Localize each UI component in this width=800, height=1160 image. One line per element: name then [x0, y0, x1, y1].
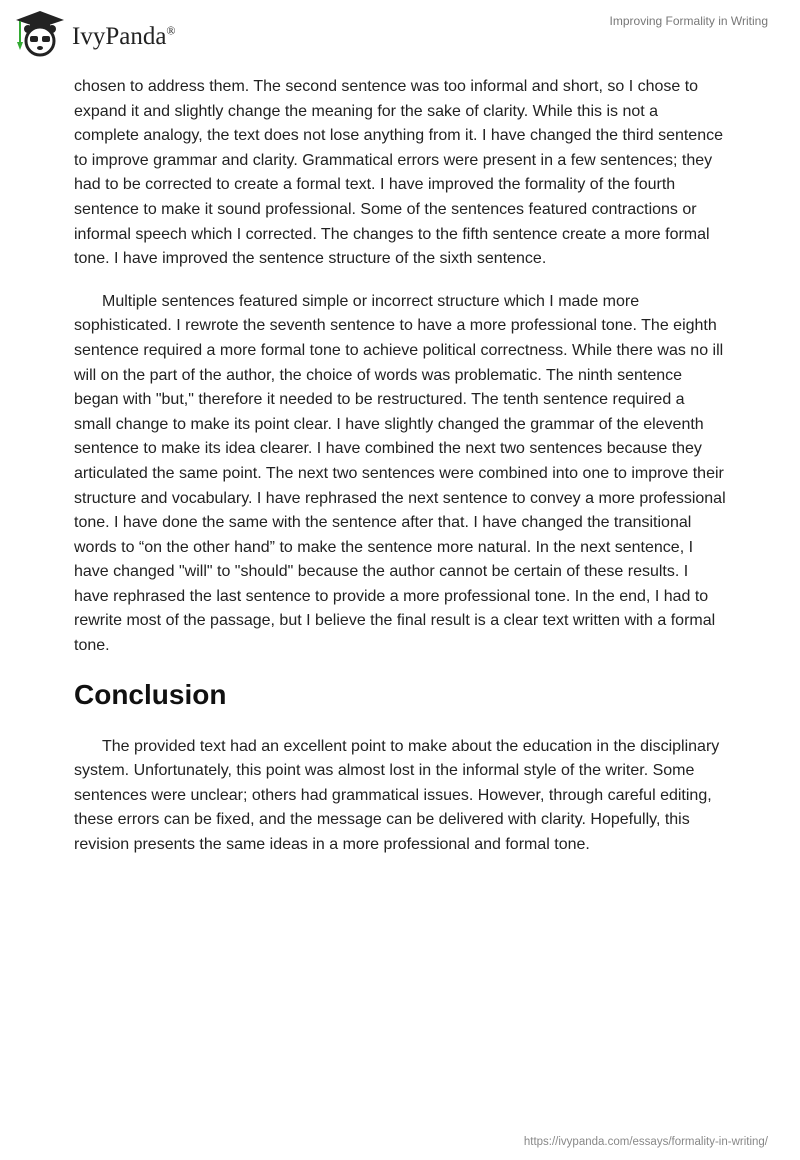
- document-title: Improving Formality in Writing: [609, 14, 768, 28]
- paragraph-continued: chosen to address them. The second sentence was too informal and short, so I chose to expand it and slightly change the meaning for the sake of clarity. While this is not a complete analogy, the text does not lose anything from it. I have changed the third sentence to improve grammar and clarity. Grammatical errors were present in a few sentences; they had to be corrected to create a formal text. I have improved the formality of the fourth sentence to make it sound professional. Some of the sentences featured contractions or informal speech which I corrected. The changes to the fifth sentence create a more formal tone. I have improved the sentence structure of the sixth sentence.: [74, 78, 723, 268]
- panda-graduate-icon: [12, 8, 68, 58]
- conclusion-paragraph: The provided text had an excellent point to make about the education in the disciplinary system. Unfortunately, this point was almost lost in the informal style of the writer. Some sentences were unclear; others had grammatical issues. However, through careful editing, these errors can be fixed, and the message can be delivered with clarity. Hopefully, this revision presents the same ideas in a more professional and formal tone.: [74, 737, 720, 854]
- section-heading-conclusion: Conclusion: [74, 678, 227, 710]
- registered-mark: ®: [166, 23, 176, 38]
- brand-name: [72, 23, 176, 51]
- brand-text: IvyPanda: [72, 23, 167, 50]
- source-url[interactable]: https://ivypanda.com/essays/formality-in-writing/: [523, 1136, 768, 1148]
- essay-body: [74, 75, 726, 876]
- paragraph: Multiple sentences featured simple or incorrect structure which I made more sophisticated. I rewrote the seventh sentence to have a more professional tone. The eighth sentence required a more formal tone to achieve political correctness. While there was no ill will on the part of the author, the choice of words was problematic. The ninth sentence began with "but," therefore it needed to be restructured. The tenth sentence required a small change to make its point clear. I have slightly changed the grammar of the eleventh sentence to make its idea clearer. I have combined the next two sentences because they articulated the same point. The next two sentences were combined into one to improve their structure and vocabulary. I have rephrased the next sentence to convey a more professional tone. I have done the same with the sentence after that. I have changed the transitional words to “on the other hand” to make the sentence more natural. In the next sentence, I have changed "will" to "should" because the author cannot be certain of these results. I have rephrased the last sentence to provide a more professional tone. In the end, I had to rewrite most of the passage, but I believe the final result is a clear text written with a formal tone.: [74, 292, 726, 655]
- ivypanda-logo[interactable]: [12, 8, 176, 58]
